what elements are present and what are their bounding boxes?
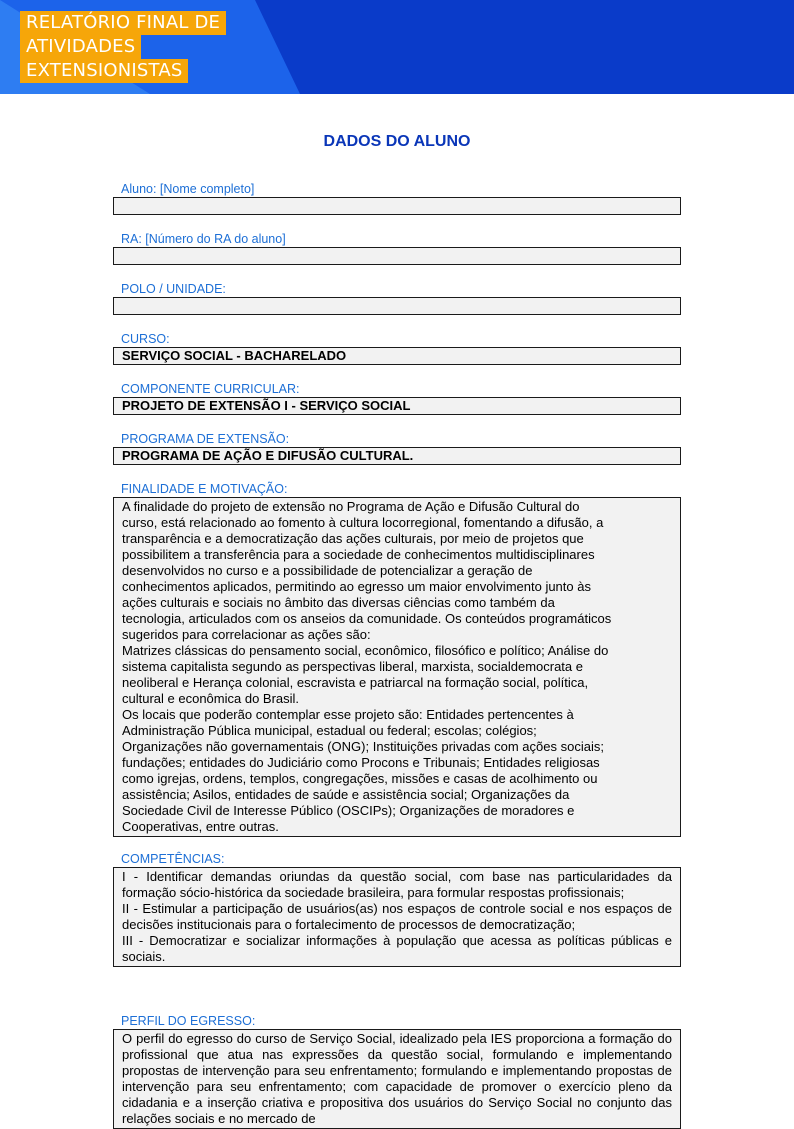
perfil-paragraph: O perfil do egresso do curso de Serviço Social, idealizado pela IES proporciona a formação do profissional que atua nas expressões da questão social, formulando e implementando propostas de intervenção para seu enfrentamento; formulando e implementando propostas de intervenção para seu enfrentamento; com capacidade de promover o exercício pleno da cidadania e a inserção criativa e propositiva dos usuários do Serviço Social no conjunto das relações sociais e no mercado de — [122, 1031, 672, 1126]
finalidade-paragraph: Os locais que poderão contemplar esse projeto são: Entidades pertencentes à Administração Pública municipal, estadual ou federal; escolas; colégios; Organizações não governamentais (ONG); Instituições privadas com ações sociais; fundações; entidades do Judiciário como Procons e Tribunais; Entidades religiosas como igrejas, ordens, templos, congregações, missões e casas de acolhimento ou assistência; Asilos, entidades de saúde e assistência social; Organizações da Sociedade Civil de Interesse Público (OSCIPs); Organizações de moradores e Cooperativas, entre outras. — [122, 707, 604, 834]
perfil-textarea[interactable] — [113, 1029, 681, 1129]
finalidade-field — [113, 482, 681, 837]
ra-field — [113, 232, 681, 265]
finalidade-textarea[interactable] — [113, 497, 681, 837]
report-title-line-2: ATIVIDADES — [20, 35, 141, 59]
competencias-textarea[interactable] — [113, 867, 681, 967]
curso-field — [113, 332, 681, 365]
perfil-field — [113, 1014, 681, 1129]
curso-value[interactable]: SERVIÇO SOCIAL - BACHARELADO — [113, 347, 681, 365]
polo-field — [113, 282, 681, 315]
curso-label: CURSO: — [121, 332, 170, 346]
competencias-label: COMPETÊNCIAS: — [121, 852, 225, 866]
programa-field — [113, 432, 681, 465]
competencias-field — [113, 852, 681, 967]
ra-label: RA: [Número do RA do aluno] — [121, 232, 286, 246]
programa-value[interactable]: PROGRAMA DE AÇÃO E DIFUSÃO CULTURAL. — [113, 447, 681, 465]
finalidade-label: FINALIDADE E MOTIVAÇÃO: — [121, 482, 288, 496]
report-title-line-3: EXTENSIONISTAS — [20, 59, 188, 83]
ra-input[interactable] — [113, 247, 681, 265]
section-heading: DADOS DO ALUNO — [323, 133, 471, 150]
report-title-line-1: RELATÓRIO FINAL DE — [20, 11, 226, 35]
polo-label: POLO / UNIDADE: — [121, 282, 226, 296]
finalidade-paragraph: Matrizes clássicas do pensamento social, econômico, filosófico e político; Análise do sistema capitalista segundo as perspectivas liberal, marxista, socialdemocrata e neoliberal e Herança colonial, escravista e patriarcal na formação social, política, cultural e econômica do Brasil. — [122, 643, 609, 706]
aluno-input[interactable] — [113, 197, 681, 215]
aluno-field — [113, 182, 681, 215]
competencia-item: III - Democratizar e socializar informações à população que acessa as políticas públicas e sociais. — [122, 933, 672, 964]
programa-label: PROGRAMA DE EXTENSÃO: — [121, 432, 290, 446]
componente-label: COMPONENTE CURRICULAR: — [121, 382, 300, 396]
header-banner — [0, 0, 794, 94]
competencia-item: II - Estimular a participação de usuários(as) nos espaços de controle social e nos espaços de decisões institucionais para o fortalecimento de processos de democratização; — [122, 901, 672, 932]
componente-value[interactable]: PROJETO DE EXTENSÃO I - SERVIÇO SOCIAL — [113, 397, 681, 415]
componente-field — [113, 382, 681, 415]
aluno-label: Aluno: [Nome completo] — [121, 182, 255, 196]
polo-input[interactable] — [113, 297, 681, 315]
finalidade-paragraph: A finalidade do projeto de extensão no Programa de Ação e Difusão Cultural do curso, está relacionado ao fomento à cultura locorregional, fomentando a difusão, a transparência e a democratização das ações culturais, por meio de projetos que possibilitem a transferência para a sociedade de conhecimentos multidisciplinares desenvolvidos no curso e a possibilidade de potencializar a geração de conhecimentos aplicados, permitindo ao egresso um maior envolvimento junto às ações culturais e sociais no âmbito das diversas ciências como também da tecnologia, articulados com os anseios da comunidade. Os conteúdos programáticos sugeridos para correlacionar as ações são: — [122, 499, 612, 642]
perfil-label: PERFIL DO EGRESSO: — [121, 1014, 256, 1028]
competencia-item: I - Identificar demandas oriundas da questão social, com base nas particularidades da formação sócio-histórica da sociedade brasileira, para formular respostas profissionais; — [122, 869, 672, 900]
